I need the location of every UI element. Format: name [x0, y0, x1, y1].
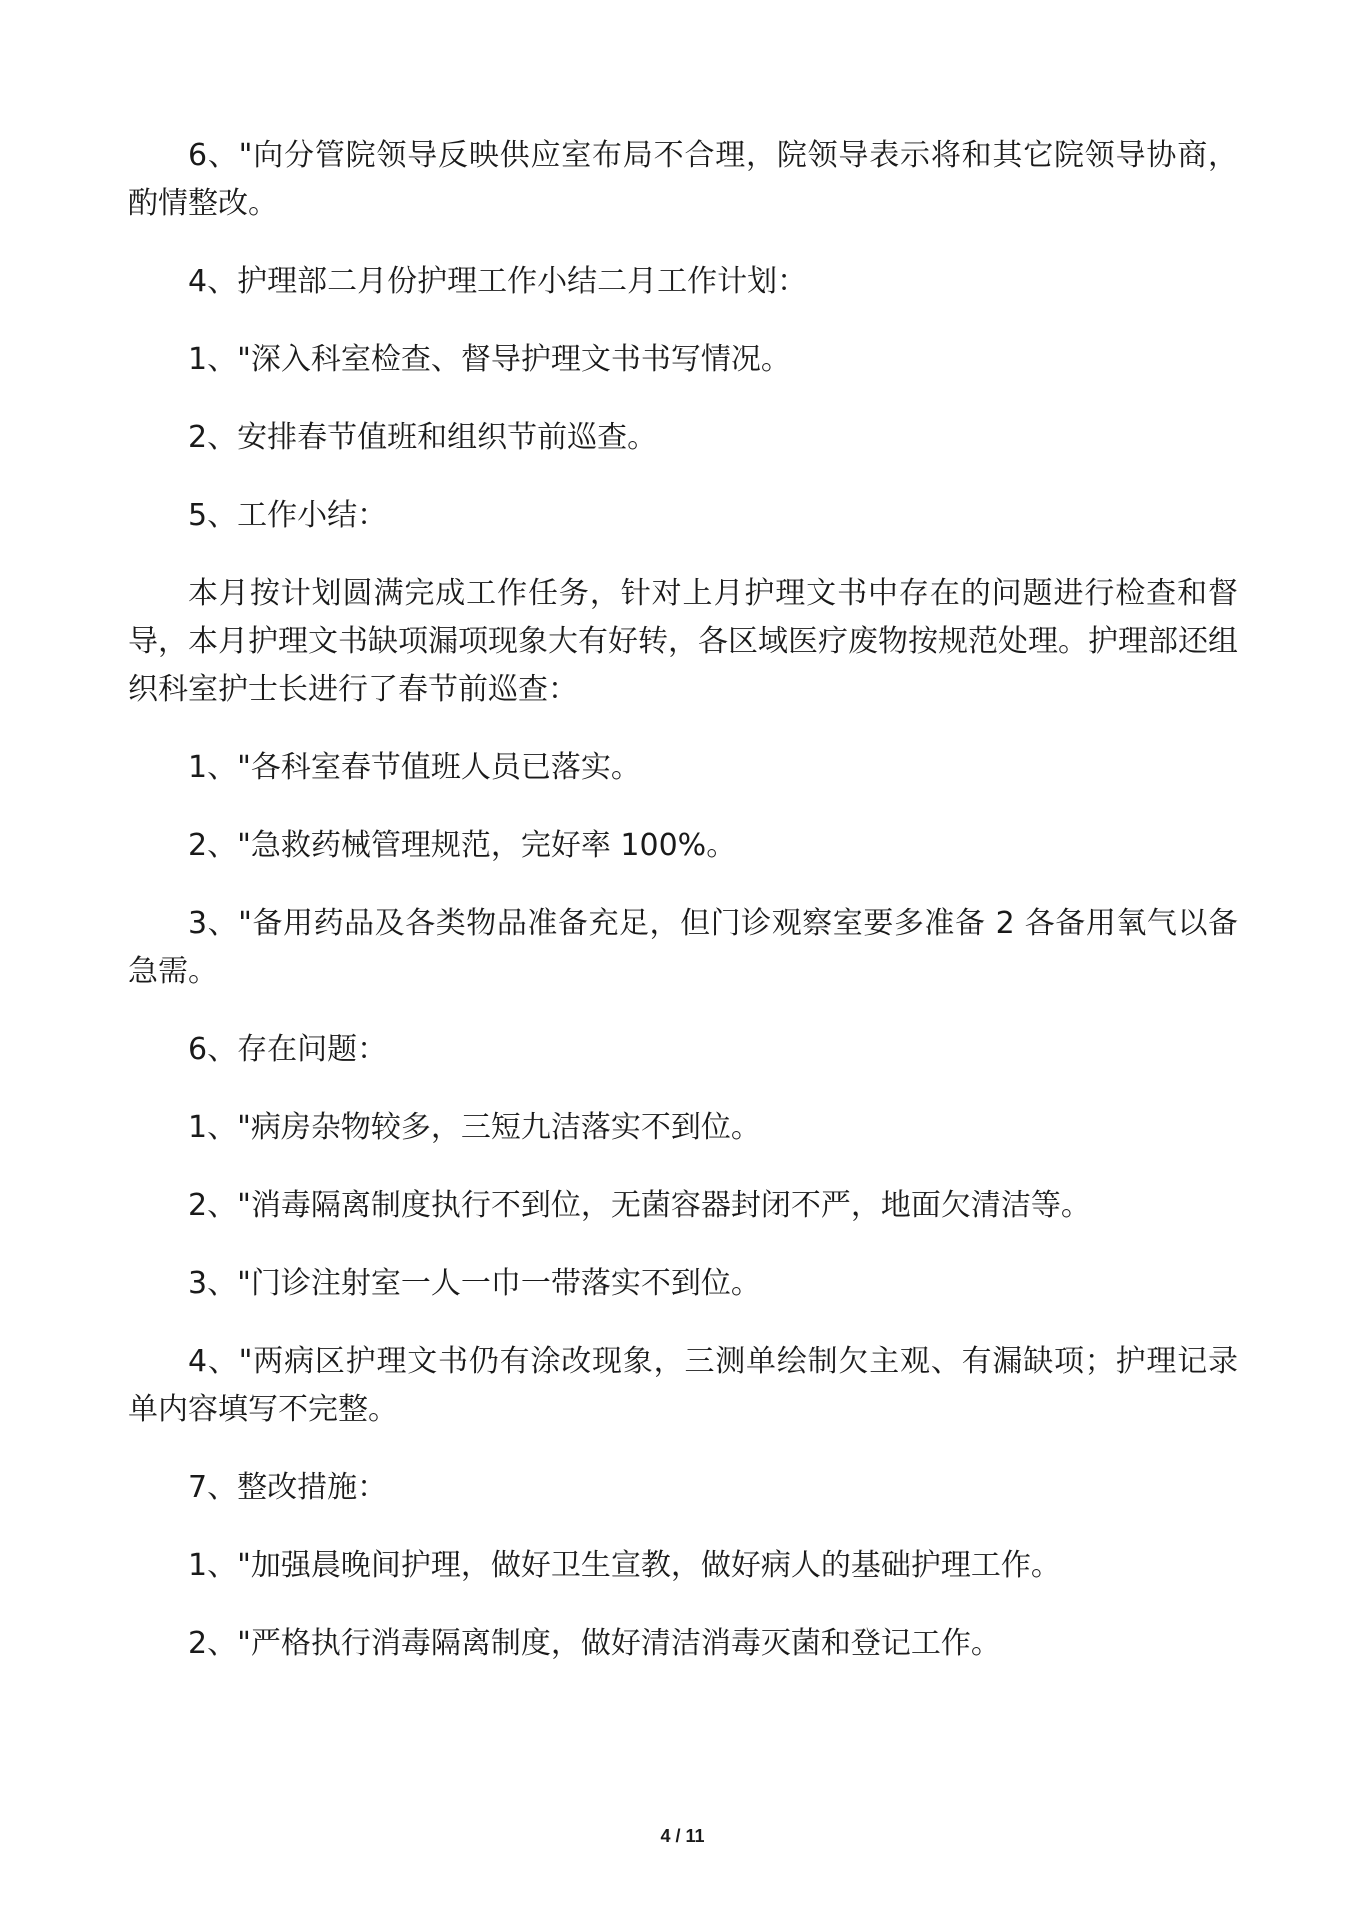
paragraph: 3、"门诊注射室一人一巾一带落实不到位。 [188, 1266, 761, 1301]
page-number: 4 / 11 [660, 1826, 705, 1846]
paragraph: 7、整改措施： [188, 1470, 388, 1505]
paragraph: 1、"深入科室检查、督导护理文书书写情况。 [188, 342, 791, 377]
paragraph: 3、"备用药品及各类物品准备充足，但门诊观察室要多准备 2 各备用氧气以备急需。 [128, 906, 1238, 989]
paragraph: 6、存在问题： [188, 1032, 388, 1067]
paragraph: 4、护理部二月份护理工作小结二月工作计划： [188, 264, 808, 299]
paragraph: 2、"消毒隔离制度执行不到位，无菌容器封闭不严，地面欠清洁等。 [188, 1188, 1091, 1223]
paragraph: 本月按计划圆满完成工作任务，针对上月护理文书中存在的问题进行检查和督导，本月护理文书缺项漏项现象大有好转，各区域医疗废物按规范处理。护理部还组织科室护士长进行了春节前巡查： [128, 576, 1238, 707]
paragraph: 5、工作小结： [188, 498, 388, 533]
paragraph: 6、"向分管院领导反映供应室布局不合理，院领导表示将和其它院领导协商，酌情整改。 [128, 138, 1238, 221]
document-body [128, 132, 1238, 1698]
paragraph: 1、"病房杂物较多，三短九洁落实不到位。 [188, 1110, 761, 1145]
paragraph: 2、"严格执行消毒隔离制度，做好清洁消毒灭菌和登记工作。 [188, 1626, 1001, 1661]
paragraph: 1、"各科室春节值班人员已落实。 [188, 750, 641, 785]
paragraph: 4、"两病区护理文书仍有涂改现象，三测单绘制欠主观、有漏缺项；护理记录单内容填写不完整。 [128, 1344, 1238, 1427]
paragraph: 2、"急救药械管理规范，完好率 100%。 [188, 828, 737, 863]
paragraph: 1、"加强晨晚间护理，做好卫生宣教，做好病人的基础护理工作。 [188, 1548, 1061, 1583]
paragraph: 2、安排春节值班和组织节前巡查。 [188, 420, 658, 455]
